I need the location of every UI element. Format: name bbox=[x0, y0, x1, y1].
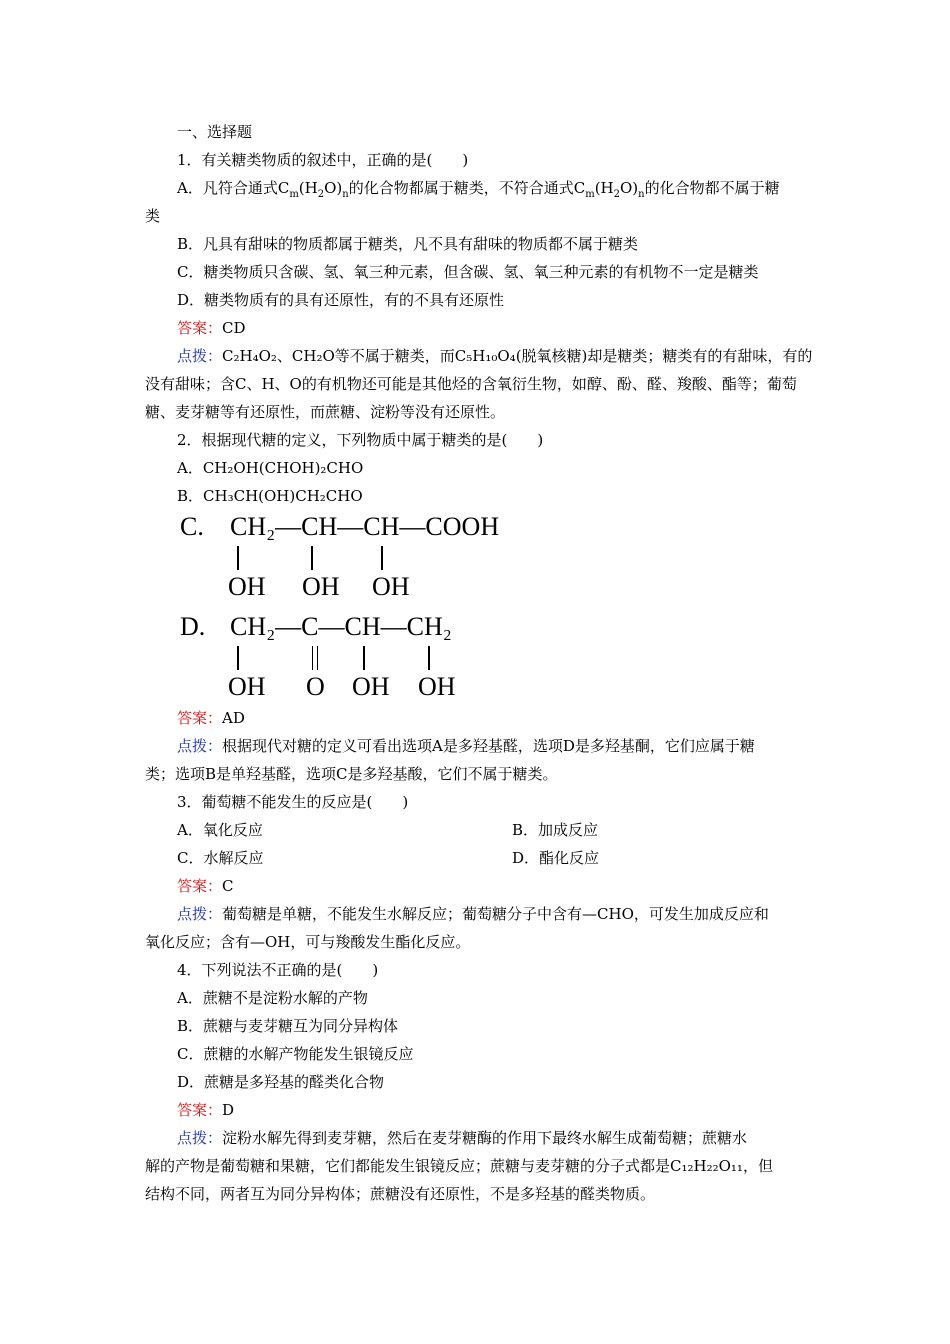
answer-value: AD bbox=[222, 709, 245, 727]
q3-hint-line1: 点拨：葡萄糖是单糖，不能发生水解反应；葡萄糖分子中含有—CHO，可发生加成反应和 bbox=[177, 905, 769, 923]
q1-option-b: B．凡具有甜味的物质都属于糖类，凡不具有甜味的物质都不属于糖类 bbox=[177, 235, 639, 253]
double-bond-line bbox=[312, 646, 318, 670]
q4-stem: 4．下列说法不正确的是( ) bbox=[177, 961, 379, 979]
q3-answer bbox=[177, 876, 234, 896]
q1-hint-line2: 没有甜味；含C、H、O的有机物还可能是其他烃的含氧衍生物，如醇、酚、醛、羧酸、酯等；葡萄 bbox=[145, 375, 797, 393]
option-c-chain: CH₂—CH—CH—COOH bbox=[230, 512, 500, 541]
q2-answer bbox=[177, 708, 245, 728]
hydroxyl-group: OH bbox=[352, 672, 390, 701]
q4-option-c: C．蔗糖的水解产物能发生银镜反应 bbox=[177, 1045, 414, 1063]
answer-label: 答案： bbox=[177, 319, 223, 337]
option-d-chain: CH₂—C—CH—CH₂ bbox=[230, 612, 452, 641]
bond-line bbox=[237, 546, 239, 570]
answer-label: 答案： bbox=[177, 877, 223, 895]
hint-label: 点拨： bbox=[177, 347, 223, 365]
carbonyl-oxygen: O bbox=[306, 672, 325, 701]
hydroxyl-group: OH bbox=[418, 672, 456, 701]
hint-label: 点拨： bbox=[177, 905, 223, 923]
q2-stem: 2．根据现代糖的定义，下列物质中属于糖类的是( ) bbox=[177, 431, 544, 449]
q4-option-d: D．蔗糖是多羟基的醛类化合物 bbox=[177, 1073, 385, 1091]
answer-value: C bbox=[222, 877, 234, 895]
q1-option-c: C．糖类物质只含碳、氢、氧三种元素，但含碳、氢、氧三种元素的有机物不一定是糖类 bbox=[177, 263, 759, 281]
q2-hint-line1: 点拨：根据现代对糖的定义可看出选项A是多羟基醛，选项D是多羟基酮，它们应属于糖 bbox=[177, 737, 755, 755]
q3-option-a: A．氧化反应 bbox=[177, 821, 263, 839]
answer-value: D bbox=[222, 1101, 235, 1119]
q4-hint-line2: 解的产物是葡萄糖和果糖，它们都能发生银镜反应；蔗糖与麦芽糖的分子式都是C₁₂H₂₂O₁₁，但 bbox=[145, 1157, 773, 1175]
q4-hint-line3: 结构不同，两者互为同分异构体；蔗糖没有还原性，不是多羟基的醛类物质。 bbox=[145, 1185, 656, 1203]
q3-option-c: C．水解反应 bbox=[177, 849, 264, 867]
bond-line bbox=[311, 546, 313, 570]
q1-option-a-cont: 类 bbox=[145, 207, 161, 225]
hint-label: 点拨： bbox=[177, 737, 223, 755]
q3-stem: 3．葡萄糖不能发生的反应是( ) bbox=[177, 793, 409, 811]
bond-line bbox=[381, 546, 383, 570]
answer-label: 答案： bbox=[177, 709, 223, 727]
q3-option-b: B．加成反应 bbox=[512, 821, 599, 839]
hydroxyl-group: OH bbox=[302, 572, 340, 601]
q1-option-a: A．凡符合通式$C_m(H_2O)_n$的化合物都属于糖类，不符合通式$C_m(H_2O)_n$的化合物都不属于糖 bbox=[177, 179, 780, 200]
q1-hint-line3: 糖、麦芽糖等有还原性，而蔗糖、淀粉等没有还原性。 bbox=[145, 403, 506, 421]
hydroxyl-group: OH bbox=[228, 672, 266, 701]
bond-line bbox=[237, 646, 239, 670]
bond-line bbox=[428, 646, 430, 670]
q3-hint-line2: 氧化反应；含有—OH，可与羧酸发生酯化反应。 bbox=[145, 933, 471, 951]
hydroxyl-group: OH bbox=[372, 572, 410, 601]
q4-option-b: B．蔗糖与麦芽糖互为同分异构体 bbox=[177, 1017, 399, 1035]
q1-stem: 1．有关糖类物质的叙述中，正确的是( ) bbox=[177, 151, 469, 169]
answer-label: 答案： bbox=[177, 1101, 223, 1119]
q4-answer bbox=[177, 1100, 234, 1120]
option-d-label: D. bbox=[180, 612, 206, 641]
section-title: 一、选择题 bbox=[177, 123, 253, 141]
q2-option-b: B．CH₃CH(OH)CH₂CHO bbox=[177, 487, 363, 505]
q1-answer bbox=[177, 318, 246, 338]
hydroxyl-group: OH bbox=[228, 572, 266, 601]
q4-hint-line1: 点拨：淀粉水解先得到麦芽糖，然后在麦芽糖酶的作用下最终水解生成葡萄糖；蔗糖水 bbox=[177, 1129, 748, 1147]
q2-option-d-formula bbox=[180, 612, 540, 712]
q4-option-a: A．蔗糖不是淀粉水解的产物 bbox=[177, 989, 368, 1007]
option-c-label: C. bbox=[180, 512, 204, 541]
q1-option-d: D．糖类物质有的具有还原性，有的不具有还原性 bbox=[177, 291, 505, 309]
q2-option-a: A．CH₂OH(CHOH)₂CHO bbox=[177, 459, 364, 477]
q1-hint-line1: 点拨：C₂H₄O₂、CH₂O等不属于糖类，而C₅H₁₀O₄(脱氧核糖)却是糖类；糖类有的有甜味，有的 bbox=[177, 347, 813, 365]
answer-value: CD bbox=[222, 319, 246, 337]
hint-label: 点拨： bbox=[177, 1129, 223, 1147]
q2-option-c-formula bbox=[180, 512, 540, 612]
q2-hint-line2: 类；选项B是单羟基醛，选项C是多羟基酸，它们不属于糖类。 bbox=[145, 765, 558, 783]
q3-option-d: D．酯化反应 bbox=[512, 849, 600, 867]
bond-line bbox=[363, 646, 365, 670]
